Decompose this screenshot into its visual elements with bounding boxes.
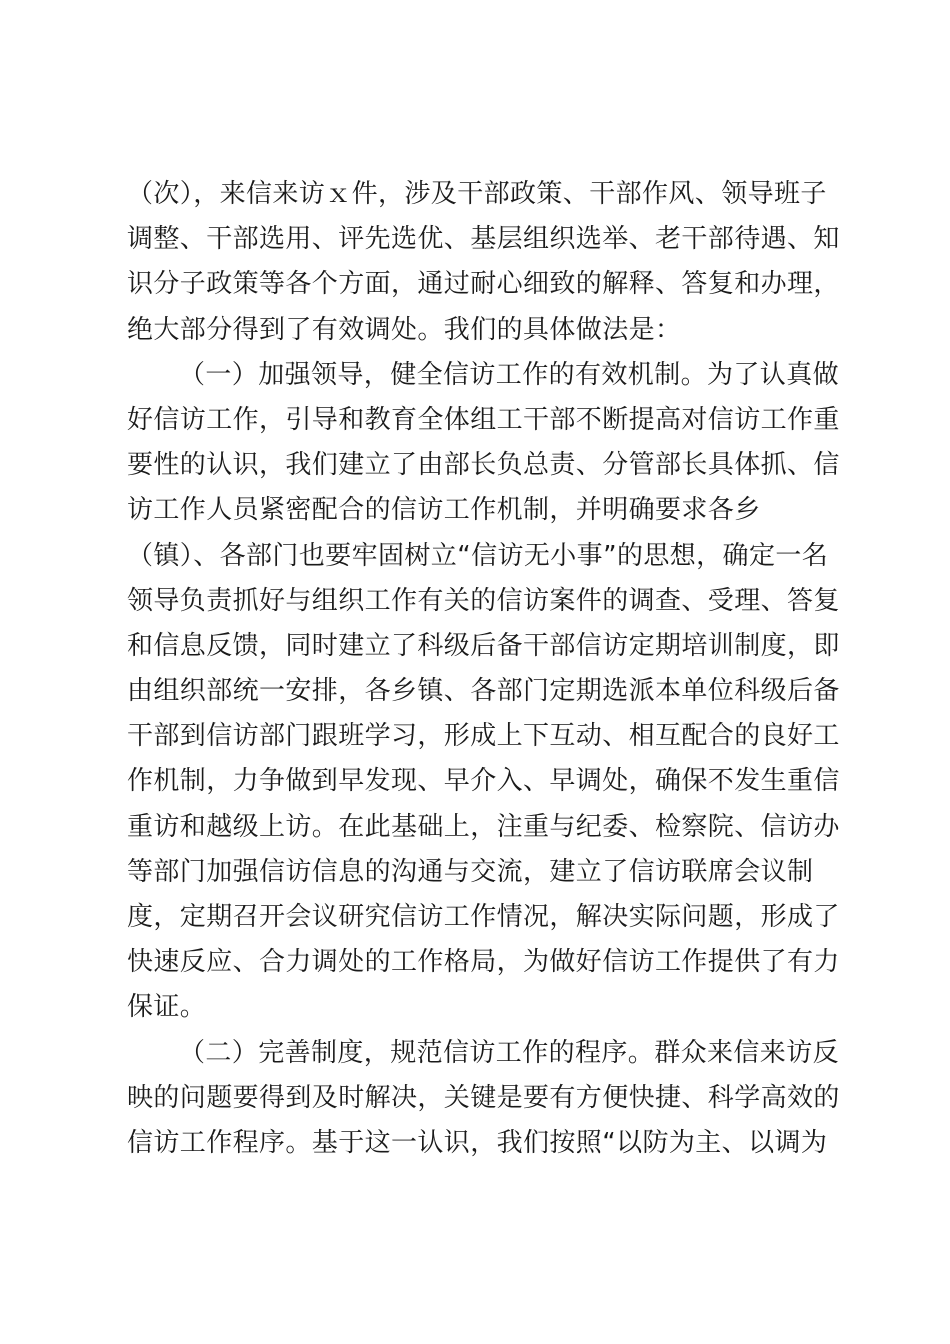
- text-line: 和信息反馈，同时建立了科级后备干部信访定期培训制度，即: [127, 630, 840, 661]
- text-line: 领导负责抓好与组织工作有关的信访案件的调查、受理、答复: [127, 585, 840, 616]
- text-line: 保证。: [127, 992, 207, 1023]
- text-line: 等部门加强信访信息的沟通与交流，建立了信访联席会议制: [127, 856, 814, 887]
- text-line: 快速反应、合力调处的工作格局，为做好信访工作提供了有力: [127, 947, 840, 978]
- text-line: （镇）、各部门也要牢固树立“信访无小事”的思想，确定一名: [127, 540, 829, 571]
- text-line: 重访和越级上访。在此基础上，注重与纪委、检察院、信访办: [127, 811, 840, 842]
- text-line: 绝大部分得到了有效调处。我们的具体做法是：: [127, 314, 682, 345]
- text-line: 访工作人员紧密配合的信访工作机制，并明确要求各乡: [127, 495, 761, 526]
- text-line: 作机制，力争做到早发现、早介入、早调处，确保不发生重信: [127, 766, 840, 797]
- text-line: 干部到信访部门跟班学习，形成上下互动、相互配合的良好工: [127, 721, 840, 752]
- text-line: 映的问题要得到及时解决，关键是要有方便快捷、科学高效的: [127, 1082, 840, 1113]
- text-line: 要性的认识，我们建立了由部长负总责、分管部长具体抓、信: [127, 450, 840, 481]
- text-line: 识分子政策等各个方面，通过耐心细致的解释、答复和办理，: [127, 269, 840, 300]
- text-line: 调整、干部选用、评先选优、基层组织选举、老干部待遇、知: [127, 224, 840, 255]
- body-text: [127, 172, 840, 1166]
- text-line: 由组织部统一安排，各乡镇、各部门定期选派本单位科级后备: [127, 676, 840, 707]
- text-line: 度，定期召开会议研究信访工作情况，解决实际问题，形成了: [127, 902, 840, 932]
- section-heading-line: （二）完善制度，规范信访工作的程序。群众来信来访反: [179, 1037, 840, 1068]
- section-heading-line: （一）加强领导，健全信访工作的有效机制。为了认真做: [179, 359, 840, 390]
- text-line: 信访工作程序。基于这一认识，我们按照“以防为主、以调为: [127, 1127, 828, 1158]
- text-line: 好信访工作，引导和教育全体组工干部不断提高对信访工作重: [127, 404, 840, 435]
- text-line: （次），来信来访ｘ件，涉及干部政策、干部作风、领导班子: [127, 179, 827, 209]
